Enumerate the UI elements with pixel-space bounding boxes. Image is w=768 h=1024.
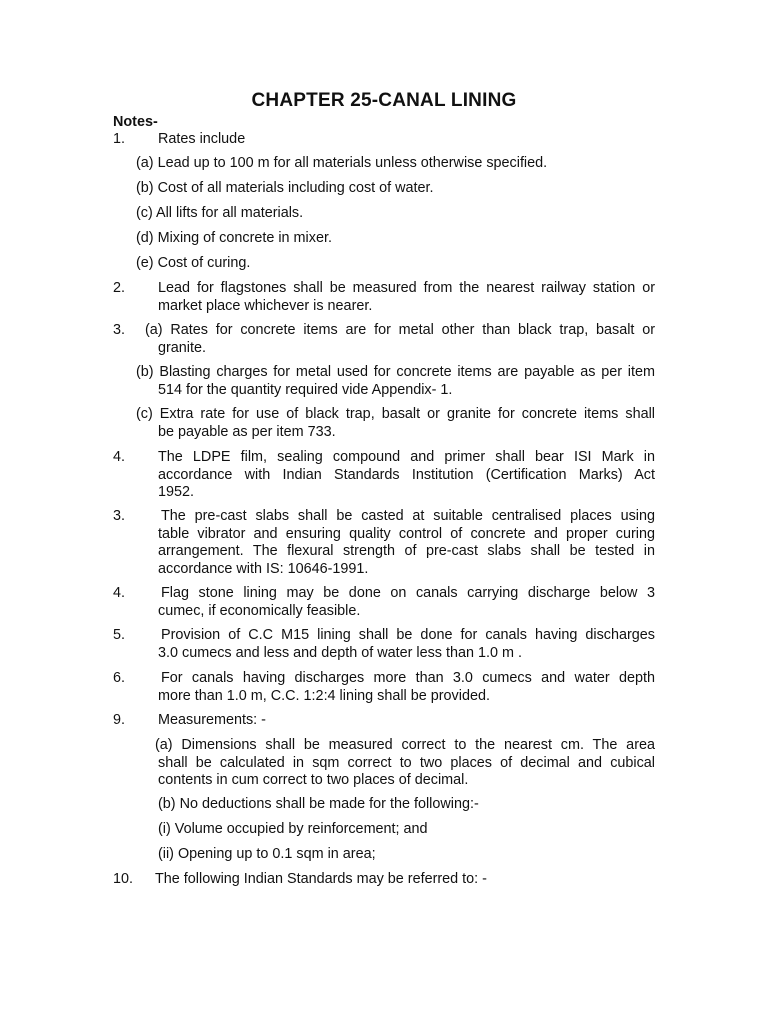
text-line: 3.0 cumecs and less and depth of water less than 1.0 m . — [158, 644, 522, 661]
sub-item: (c) All lifts for all materials. — [136, 205, 304, 221]
item-number: 4. — [113, 585, 126, 601]
text-line: more than 1.0 m, C.C. 1:2:4 lining shall be provided. — [158, 687, 490, 704]
text-line: cumec, if economically feasible. — [158, 602, 361, 619]
item-number: 3. — [113, 508, 126, 524]
page-title: CHAPTER 25-CANAL LINING — [251, 90, 517, 111]
text-line: For canals having discharges more than 3.0 cumecs and water depth — [161, 670, 655, 686]
text-line: 1952. — [158, 484, 195, 500]
text-line: granite. — [158, 339, 206, 356]
text-line: The pre-cast slabs shall be casted at suitable centralised places using — [161, 508, 655, 524]
text-line: accordance with IS: 10646-1991. — [158, 560, 369, 577]
item-paragraph — [158, 627, 655, 662]
sub-item: (d) Mixing of concrete in mixer. — [136, 230, 332, 246]
item-number: 5. — [113, 627, 126, 643]
text-line: market place whichever is nearer. — [158, 297, 373, 314]
text-line: Lead for flagstones shall be measured from the nearest railway station or — [158, 280, 655, 296]
text-line: table vibrator and ensuring quality control of concrete and proper curing — [158, 525, 655, 542]
item-number: 1. — [113, 131, 126, 147]
text-line: (b) Blasting charges for metal used for concrete items are payable as per item — [136, 364, 655, 380]
item-paragraph — [158, 449, 655, 502]
item-paragraph — [158, 508, 655, 578]
text-line: Flag stone lining may be done on canals carrying discharge below 3 — [161, 585, 655, 601]
item-number: 4. — [113, 449, 126, 465]
sub-item: (i) Volume occupied by reinforcement; and — [158, 821, 428, 837]
item-paragraph — [158, 280, 655, 315]
sub-paragraph — [136, 364, 655, 399]
item-paragraph — [145, 322, 655, 357]
item-number: 3. — [113, 322, 126, 338]
item-text: Measurements: - — [158, 712, 266, 728]
item-text: Rates include — [158, 131, 246, 147]
item-number: 6. — [113, 670, 126, 686]
text-line: 514 for the quantity required vide Appendix- 1. — [158, 381, 453, 398]
sub-paragraph — [136, 406, 655, 441]
notes-heading: Notes- — [113, 114, 158, 130]
sub-item: (e) Cost of curing. — [136, 255, 251, 271]
item-paragraph — [158, 670, 655, 705]
item-number: 9. — [113, 712, 126, 728]
sub-item: (ii) Opening up to 0.1 sqm in area; — [158, 846, 376, 862]
text-line: contents in cum correct to two places of decimal. — [158, 772, 469, 788]
sub-item: (b) No deductions shall be made for the following:- — [158, 796, 479, 812]
item-number: 2. — [113, 280, 126, 296]
sub-item: (a) Lead up to 100 m for all materials unless otherwise specified. — [136, 155, 548, 171]
item-number: 10. — [113, 871, 134, 887]
item-paragraph — [158, 585, 655, 620]
sub-paragraph — [155, 737, 655, 790]
text-line: arrangement. The flexural strength of pre-cast slabs shall be tested in — [158, 543, 655, 559]
text-line: Provision of C.C M15 lining shall be done for canals having discharges — [161, 627, 655, 643]
text-line: (c) Extra rate for use of black trap, basalt or granite for concrete items shall — [136, 406, 655, 422]
text-line: (a) Rates for concrete items are for metal other than black trap, basalt or — [145, 322, 655, 338]
text-line: shall be calculated in sqm correct to two places of decimal and cubical — [158, 754, 655, 771]
sub-item: (b) Cost of all materials including cost of water. — [136, 180, 434, 196]
text-line: accordance with Indian Standards Institution (Certification Marks) Act — [158, 466, 655, 483]
text-line: be payable as per item 733. — [158, 423, 336, 440]
item-text: The following Indian Standards may be referred to: - — [155, 871, 487, 887]
text-line: (a) Dimensions shall be measured correct to the nearest cm. The area — [155, 737, 655, 753]
text-line: The LDPE film, sealing compound and primer shall bear ISI Mark in — [158, 449, 655, 465]
